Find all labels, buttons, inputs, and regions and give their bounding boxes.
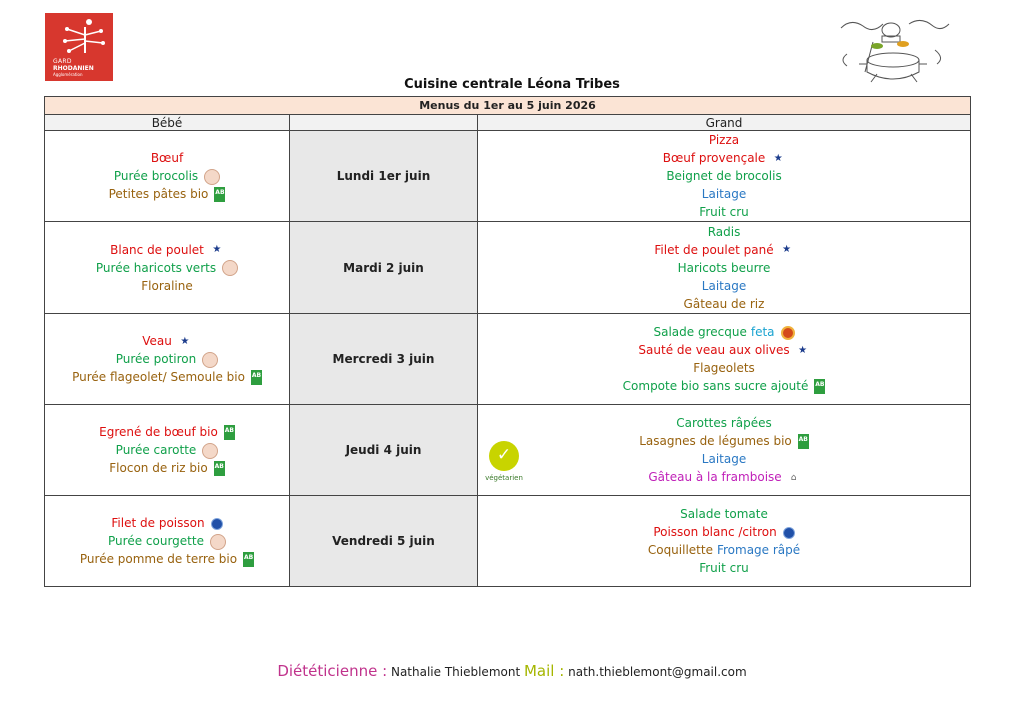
viande-francaise-icon: ★ <box>180 335 190 347</box>
menu-item <box>478 541 970 559</box>
menu-item <box>478 277 970 295</box>
menu-item <box>478 203 970 221</box>
day-label: Mardi 2 juin <box>290 222 478 314</box>
menu-item <box>45 149 289 167</box>
menu-item-text: Gâteau de riz <box>683 296 765 311</box>
menu-item-text: Haricots beurre <box>677 260 771 275</box>
menu-item <box>478 149 970 167</box>
day-label: Mercredi 3 juin <box>290 314 478 405</box>
weekly-menu-table <box>44 96 971 587</box>
menu-item <box>478 523 970 541</box>
menu-item-text: Sauté de veau aux olives <box>638 343 790 357</box>
menu-item <box>45 185 289 203</box>
menu-item-text: Fruit cru <box>699 561 749 575</box>
menu-item-text: Laitage <box>701 187 747 201</box>
bebe-menu-cell <box>45 131 290 222</box>
menu-item-text: Bœuf provençale <box>662 151 766 165</box>
menu-item <box>45 350 289 368</box>
menu-item-text: Veau <box>142 334 172 348</box>
menu-item-text: Purée brocolis <box>113 169 199 183</box>
menu-item <box>478 414 970 432</box>
menu-item-text: Purée haricots verts <box>95 260 217 275</box>
nutrition-icon <box>202 443 218 459</box>
page-title: Cuisine centrale Léona Tribes <box>404 77 620 92</box>
dietitian-name: Nathalie Thieblemont <box>390 665 521 679</box>
vegetarian-label: végétarien <box>485 474 523 482</box>
menu-item-text: Flageolets <box>693 361 755 375</box>
menu-item <box>478 341 970 359</box>
menu-item <box>45 514 289 532</box>
menu-item <box>478 259 970 277</box>
menu-item-text: Purée pomme de terre bio <box>79 552 238 566</box>
menu-item-text: Carottes râpées <box>676 416 772 430</box>
menu-item <box>478 167 970 185</box>
organic-ab-icon: AB <box>224 425 235 440</box>
grand-menu-cell <box>478 314 971 405</box>
menu-item-text: Blanc de poulet <box>110 242 204 257</box>
menu-item <box>478 432 970 450</box>
menu-item <box>45 332 289 350</box>
grand-menu-cell <box>478 405 971 496</box>
day-row <box>45 314 971 405</box>
dietitian-label: Diététicienne : <box>277 662 388 680</box>
bebe-menu-cell <box>45 405 290 496</box>
menu-item-text: Purée potiron <box>115 352 197 366</box>
day-label: Vendredi 5 juin <box>290 496 478 587</box>
organic-ab-icon: AB <box>214 187 225 202</box>
chef-cooking-pot-icon <box>833 14 955 84</box>
viande-francaise-icon: ★ <box>782 244 792 255</box>
nutrition-icon <box>202 352 218 368</box>
grand-menu-list <box>478 223 970 313</box>
grand-menu-cell <box>478 496 971 587</box>
menu-item-text: Poisson blanc /citron <box>653 525 777 539</box>
menu-item <box>45 459 289 477</box>
grand-menu-list <box>478 414 970 486</box>
vegetarian-check-icon: ✓ <box>496 445 512 465</box>
menu-item <box>478 295 970 313</box>
menu-item <box>45 550 289 568</box>
menu-item <box>478 559 970 577</box>
organic-ab-icon: AB <box>251 370 262 385</box>
menu-item-text: Radis <box>707 224 741 239</box>
menu-item-text: Beignet de brocolis <box>666 169 782 183</box>
menu-item-text: Filet de poulet pané <box>654 242 774 257</box>
msc-fish-icon <box>783 527 795 539</box>
menu-item <box>478 185 970 203</box>
menu-item-text: Lasagnes de légumes bio <box>639 434 792 448</box>
menu-item <box>45 368 289 386</box>
bebe-menu-list <box>45 241 289 295</box>
grand-menu-list <box>478 505 970 577</box>
menu-item-text: Flocon de riz bio <box>109 461 208 475</box>
organic-ab-icon: AB <box>814 379 825 394</box>
bebe-menu-list <box>45 423 289 477</box>
grand-menu-list <box>478 323 970 395</box>
header-day <box>290 115 478 131</box>
viande-francaise-icon: ★ <box>798 344 808 356</box>
menu-item <box>45 423 289 441</box>
header-row <box>45 115 971 131</box>
menu-item-text: Fruit cru <box>699 205 749 219</box>
msc-fish-icon <box>211 518 223 530</box>
menu-item <box>45 241 289 259</box>
menu-item <box>478 505 970 523</box>
nutrition-icon <box>222 260 238 276</box>
menu-item <box>45 277 289 295</box>
bebe-menu-cell <box>45 314 290 405</box>
logo-line-gard: GARD <box>53 58 72 65</box>
viande-francaise-icon: ★ <box>773 152 783 164</box>
organic-ab-icon: AB <box>798 434 809 449</box>
menu-item <box>45 167 289 185</box>
footer-contact <box>0 662 1024 680</box>
header-grand: Grand <box>478 115 971 131</box>
grand-menu-cell <box>478 222 971 314</box>
logo-line-rhodanien: RHODANIEN <box>53 65 94 72</box>
menu-item-text: Pizza <box>708 133 740 147</box>
aop-icon <box>781 326 795 340</box>
menu-item-text: Laitage <box>701 278 747 293</box>
menu-item-text: Bœuf <box>150 151 184 165</box>
day-row <box>45 131 971 222</box>
menu-banner-row <box>45 97 971 115</box>
menu-item-extra: feta <box>750 325 775 339</box>
menu-item-text: Filet de poisson <box>111 516 205 530</box>
menu-item <box>478 359 970 377</box>
day-row <box>45 496 971 587</box>
menu-item-text: Laitage <box>701 452 747 466</box>
header-bebe: Bébé <box>45 115 290 131</box>
vegetarian-badge <box>482 441 522 489</box>
dietitian-email: nath.thieblemont@gmail.com <box>568 665 747 679</box>
menu-item-text: Purée flageolet/ Semoule bio <box>72 370 245 384</box>
menu-item <box>478 450 970 468</box>
grand-menu-list <box>478 131 970 221</box>
mail-label: Mail : <box>523 662 565 680</box>
logo-line-agglomeration: Agglomération <box>53 72 83 77</box>
menu-item-text: Petites pâtes bio <box>108 187 209 201</box>
menu-item <box>478 377 970 395</box>
nutrition-icon <box>204 169 220 185</box>
day-label: Jeudi 4 juin <box>290 405 478 496</box>
grand-menu-cell <box>478 131 971 222</box>
menu-item <box>478 241 970 259</box>
homemade-cake-icon: ⌂ <box>790 472 797 483</box>
logo-mark-icon <box>45 13 113 59</box>
menu-item-text: Coquillette <box>647 543 713 557</box>
bebe-menu-list <box>45 332 289 386</box>
menu-item <box>478 323 970 341</box>
menu-item-text: Salade grecque <box>653 325 747 339</box>
day-row <box>45 222 971 314</box>
menu-item-text: Purée carotte <box>115 443 197 457</box>
organic-ab-icon: AB <box>214 461 225 476</box>
menu-item-text: Egrené de bœuf bio <box>99 425 218 439</box>
menu-item <box>478 223 970 241</box>
bebe-menu-cell <box>45 496 290 587</box>
gard-rhodanien-logo <box>45 13 113 81</box>
menu-item <box>45 441 289 459</box>
menu-item-text: Salade tomate <box>680 507 768 521</box>
menu-item <box>478 131 970 149</box>
viande-francaise-icon: ★ <box>212 244 222 255</box>
nutrition-icon <box>210 534 226 550</box>
menu-item <box>45 532 289 550</box>
bebe-menu-list <box>45 149 289 203</box>
bebe-menu-list <box>45 514 289 568</box>
menu-item-extra: Fromage râpé <box>716 543 801 557</box>
bebe-menu-cell <box>45 222 290 314</box>
menu-item-text: Floraline <box>141 278 193 293</box>
menu-item <box>478 468 970 486</box>
menu-item-text: Compote bio sans sucre ajouté <box>622 379 809 393</box>
organic-ab-icon: AB <box>243 552 254 567</box>
menu-item-text: Gâteau à la framboise <box>648 470 782 484</box>
day-row <box>45 405 971 496</box>
day-label: Lundi 1er juin <box>290 131 478 222</box>
menu-item-text: Purée courgette <box>108 534 204 548</box>
menu-item <box>45 259 289 277</box>
menu-period-banner: Menus du 1er au 5 juin 2026 <box>45 97 971 115</box>
